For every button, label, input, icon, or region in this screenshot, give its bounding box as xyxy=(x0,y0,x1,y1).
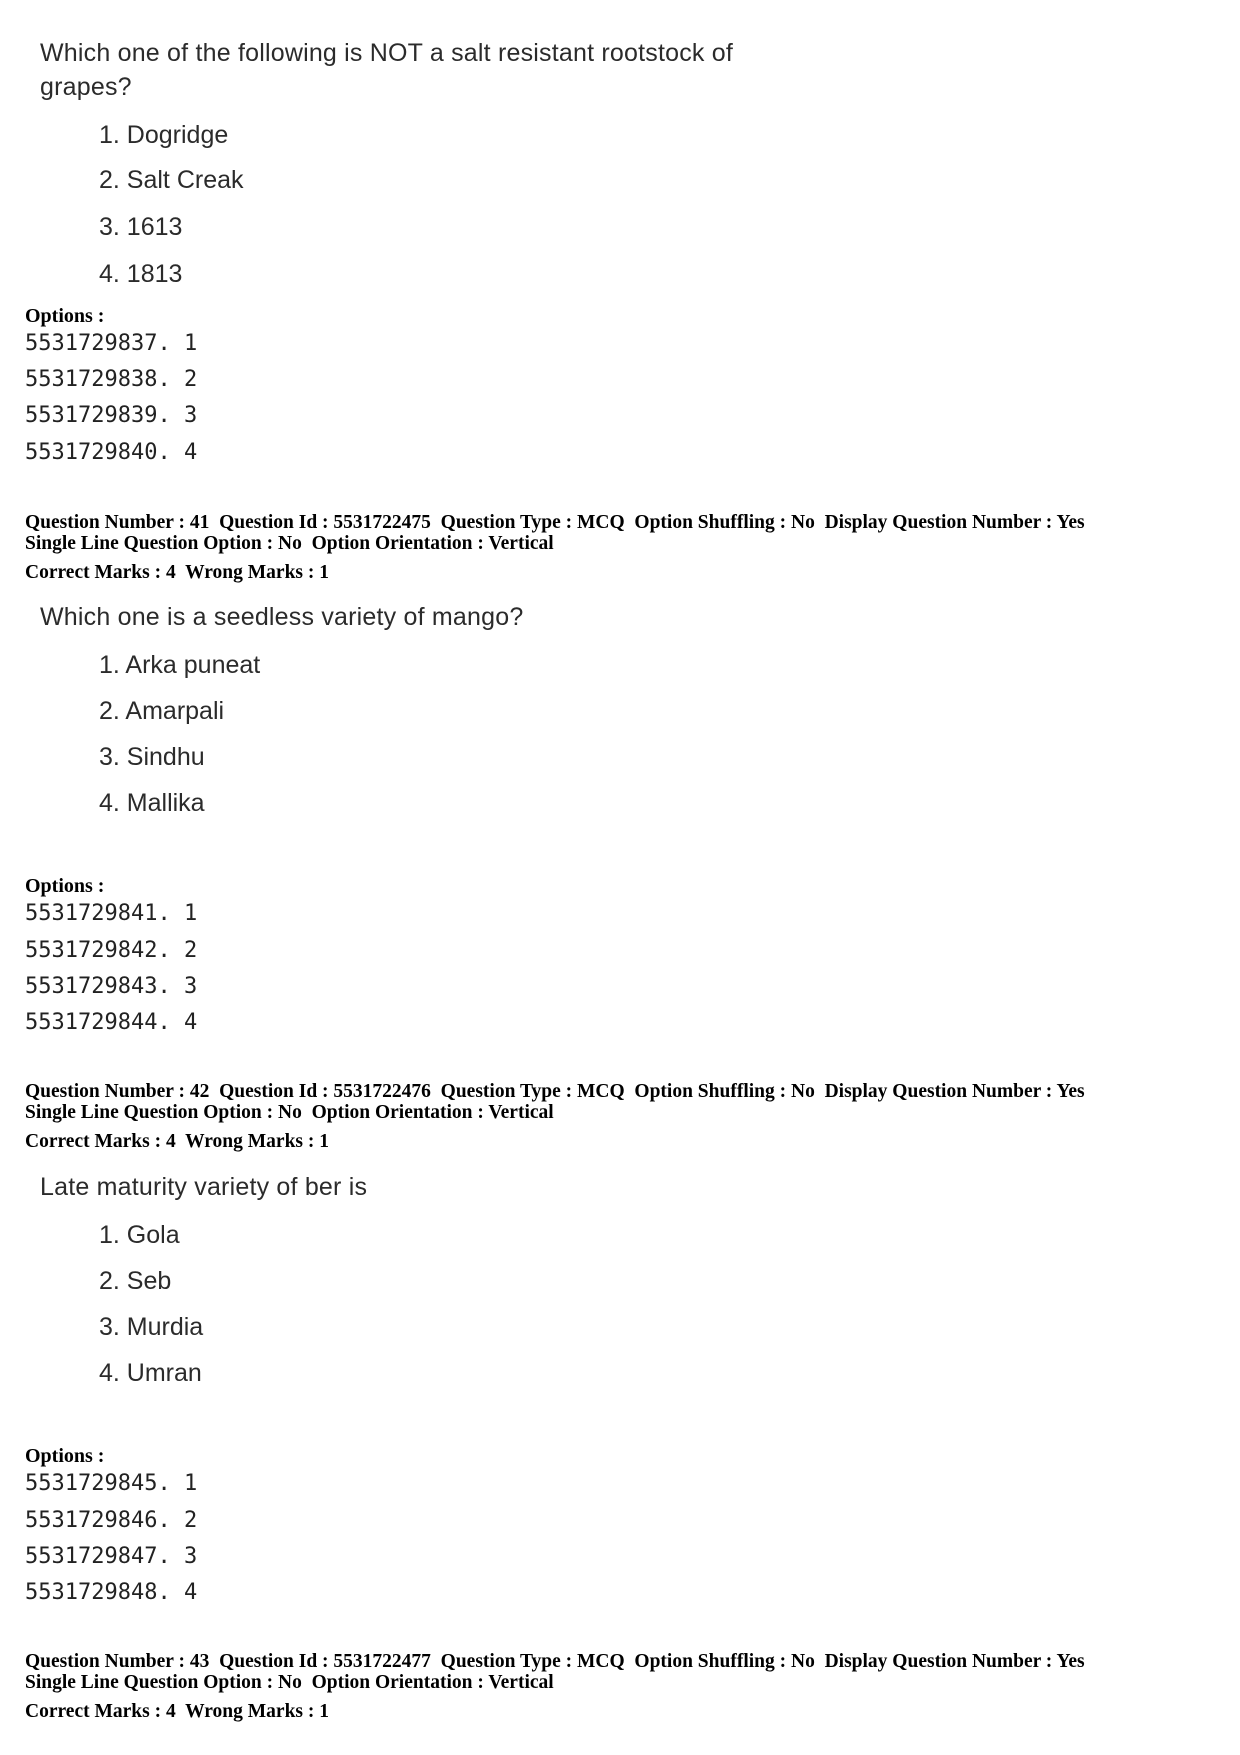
question-40-text-line-1: Which one of the following is NOT a salt resistant rootstock of xyxy=(40,39,733,67)
question-40-option-id-2: 5531729838. 2 xyxy=(25,367,198,392)
question-41-option-id-1: 5531729841. 1 xyxy=(25,901,198,926)
question-42-choice-4: 4. Umran xyxy=(99,1359,202,1387)
question-40-choice-1: 1. Dogridge xyxy=(99,121,229,149)
question-40-option-id-4: 5531729840. 4 xyxy=(25,440,198,465)
question-42-choice-2: 2. Seb xyxy=(99,1267,172,1295)
question-43-marks: Correct Marks : 4 Wrong Marks : 1 xyxy=(25,1701,330,1722)
question-41-choice-1: 1. Arka puneat xyxy=(99,651,261,679)
question-41-option-id-3: 5531729843. 3 xyxy=(25,974,198,999)
question-42-meta-line-2: Single Line Question Option : No Option Orientation : Vertical xyxy=(25,1102,554,1123)
question-42-choice-3: 3. Murdia xyxy=(99,1313,204,1341)
question-42-meta-line-1: Question Number : 42 Question Id : 5531722476 Question Type : MCQ Option Shuffling : No Display Question Number : Yes xyxy=(25,1081,1085,1102)
question-40-option-id-1: 5531729837. 1 xyxy=(25,331,198,356)
question-41-text: Which one is a seedless variety of mango? xyxy=(40,603,524,631)
question-43-meta-line-2: Single Line Question Option : No Option Orientation : Vertical xyxy=(25,1672,554,1693)
question-41-option-id-2: 5531729842. 2 xyxy=(25,938,198,963)
question-43-meta-line-1: Question Number : 43 Question Id : 5531722477 Question Type : MCQ Option Shuffling : No Display Question Number : Yes xyxy=(25,1651,1085,1672)
question-42-option-id-4: 5531729848. 4 xyxy=(25,1580,198,1605)
question-41-choice-3: 3. Sindhu xyxy=(99,743,205,771)
question-40-option-id-3: 5531729839. 3 xyxy=(25,403,198,428)
question-42-option-id-2: 5531729846. 2 xyxy=(25,1508,198,1533)
question-40-choice-2: 2. Salt Creak xyxy=(99,166,244,194)
question-42-marks: Correct Marks : 4 Wrong Marks : 1 xyxy=(25,1131,330,1152)
question-41-option-id-4: 5531729844. 4 xyxy=(25,1010,198,1035)
question-41-marks: Correct Marks : 4 Wrong Marks : 1 xyxy=(25,562,330,583)
question-41-meta-line-1: Question Number : 41 Question Id : 5531722475 Question Type : MCQ Option Shuffling : No Display Question Number : Yes xyxy=(25,512,1085,533)
question-41-options-label: Options : xyxy=(25,875,105,897)
question-41-choice-2: 2. Amarpali xyxy=(99,697,225,725)
question-40-text-line-2: grapes? xyxy=(40,73,132,101)
question-40-choice-4: 4. 1813 xyxy=(99,260,183,288)
question-42-options-label: Options : xyxy=(25,1445,105,1467)
question-42-option-id-3: 5531729847. 3 xyxy=(25,1544,198,1569)
question-41-choice-4: 4. Mallika xyxy=(99,789,205,817)
question-42-text: Late maturity variety of ber is xyxy=(40,1173,368,1201)
question-41-meta-line-2: Single Line Question Option : No Option Orientation : Vertical xyxy=(25,533,554,554)
question-42-choice-1: 1. Gola xyxy=(99,1221,180,1249)
question-40-choice-3: 3. 1613 xyxy=(99,213,183,241)
question-42-option-id-1: 5531729845. 1 xyxy=(25,1471,198,1496)
question-40-options-label: Options : xyxy=(25,305,105,327)
